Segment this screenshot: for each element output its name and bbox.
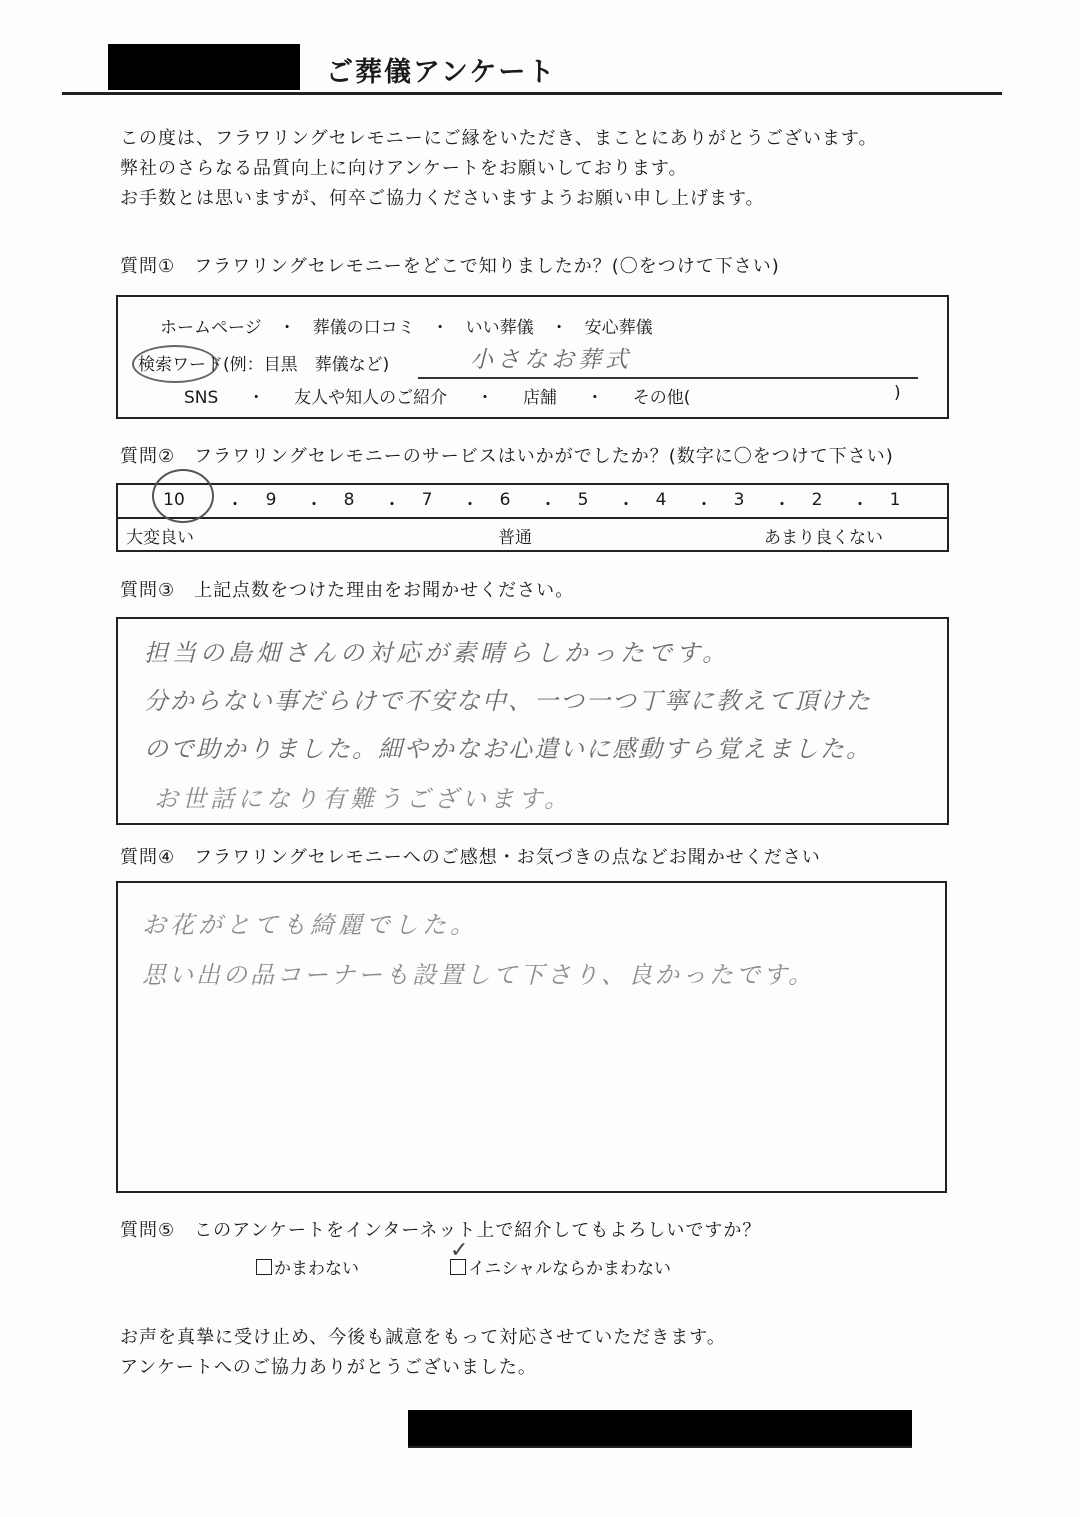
q3-answer-line: 担当の島畑さんの対応が素晴らしかったです。 [144,639,731,667]
score-10: 10 [163,490,185,510]
question-4-box [116,881,947,1193]
rating-scale: 10 ・ 9 ・ 8 ・ 7 ・ 6 ・ 5 ・ 4 ・ 3 ・ 2 ・ 1 [118,485,947,517]
option-friends: 友人や知人のご紹介 [294,388,448,408]
closing-line: お声を真摯に受け止め、今後も誠意をもって対応させていただきます。 [120,1327,726,1348]
score-4: 4 [655,490,667,510]
question-1-label: 質問① フラワリングセレモニーをどこで知りましたか？(〇をつけて下さい) [120,256,780,277]
question-2-box [116,483,949,552]
search-word-answer: 小さなお葬式 [470,347,632,373]
closing-text [120,1323,726,1383]
q5-option-initials [450,1254,671,1279]
score-8: 8 [343,490,355,510]
q1-search-word-label [138,350,389,375]
score-1: 1 [889,490,901,510]
intro-text [120,124,877,214]
check-mark-icon: ✓ [450,1238,469,1263]
option-store: 店舗 [522,388,557,408]
search-word-example: (例：目黒 葬儀など) [223,355,390,375]
option-sns: SNS [184,388,219,408]
intro-line: この度は、フラワリングセレモニーにご縁をいただき、まことにありがとうございます。 [120,128,878,149]
question-3-box [116,617,949,825]
score-7: 7 [421,490,433,510]
intro-line: お手数とは思いますが、何卒ご協力くださいますようお願い申し上げます。 [120,188,765,209]
header-rule [62,92,1002,95]
q3-answer-line: ので助かりました。細やかなお心遣いに感動すら覚えました。 [144,735,872,763]
q1-options-row-1: ホームページ ・ 葬儀の口コミ ・ いい葬儀 ・ 安心葬儀 [160,318,653,338]
signature-rule [408,1446,912,1448]
redacted-block-bottom [408,1410,912,1446]
q4-answer-line: お花がとても綺麗でした。 [142,911,478,939]
q3-answer-line: お世話になり有難うございます。 [154,785,573,813]
option-other-close: ) [894,383,901,403]
q5-option-initials-label: イニシャルならかまわない [468,1259,671,1279]
scale-label-worst: あまり良くない [764,528,883,548]
scale-label-average: 普通 [498,528,532,548]
question-1-box [116,295,949,419]
search-word-prefix: 検索ワード [138,355,223,375]
scale-label-best: 大変良い [126,528,194,548]
selected-score-circle [152,469,214,523]
score-2: 2 [811,490,823,510]
closing-line: アンケートへのご協力ありがとうございました。 [120,1357,537,1378]
q3-answer-line: 分からない事だらけで不安な中、一つ一つ丁寧に教えて頂けた [144,687,872,715]
checkbox-allow [256,1259,272,1275]
question-3-label: 質問③ 上記点数をつけた理由をお聞かせください。 [120,580,575,601]
option-other: その他( [632,388,691,408]
scale-divider [118,517,947,519]
intro-line: 弊社のさらなる品質向上に向けアンケートをお願いしております。 [120,158,688,179]
score-9: 9 [265,490,277,510]
q5-option-allow [256,1254,359,1279]
question-4-label: 質問④ フラワリングセレモニーへのご感想・お気づきの点などお聞かせください [120,847,821,868]
question-5-label: 質問⑤ このアンケートをインターネット上で紹介してもよろしいですか？ [120,1220,762,1241]
score-6: 6 [499,490,511,510]
score-5: 5 [577,490,589,510]
score-3: 3 [733,490,745,510]
question-2-label: 質問② フラワリングセレモニーのサービスはいかがでしたか？(数字に〇をつけて下さい) [120,446,894,467]
q5-option-allow-label: かまわない [274,1259,359,1279]
q4-answer-line: 思い出の品コーナーも設置して下さり、良かったです。 [142,961,816,989]
search-word-underline [418,377,918,379]
page-title: ご葬儀アンケート [326,57,557,88]
redacted-block-top [108,44,300,90]
q1-options-row-3: SNS ・ 友人や知人のご紹介 ・ 店舗 ・ その他( [184,388,691,408]
